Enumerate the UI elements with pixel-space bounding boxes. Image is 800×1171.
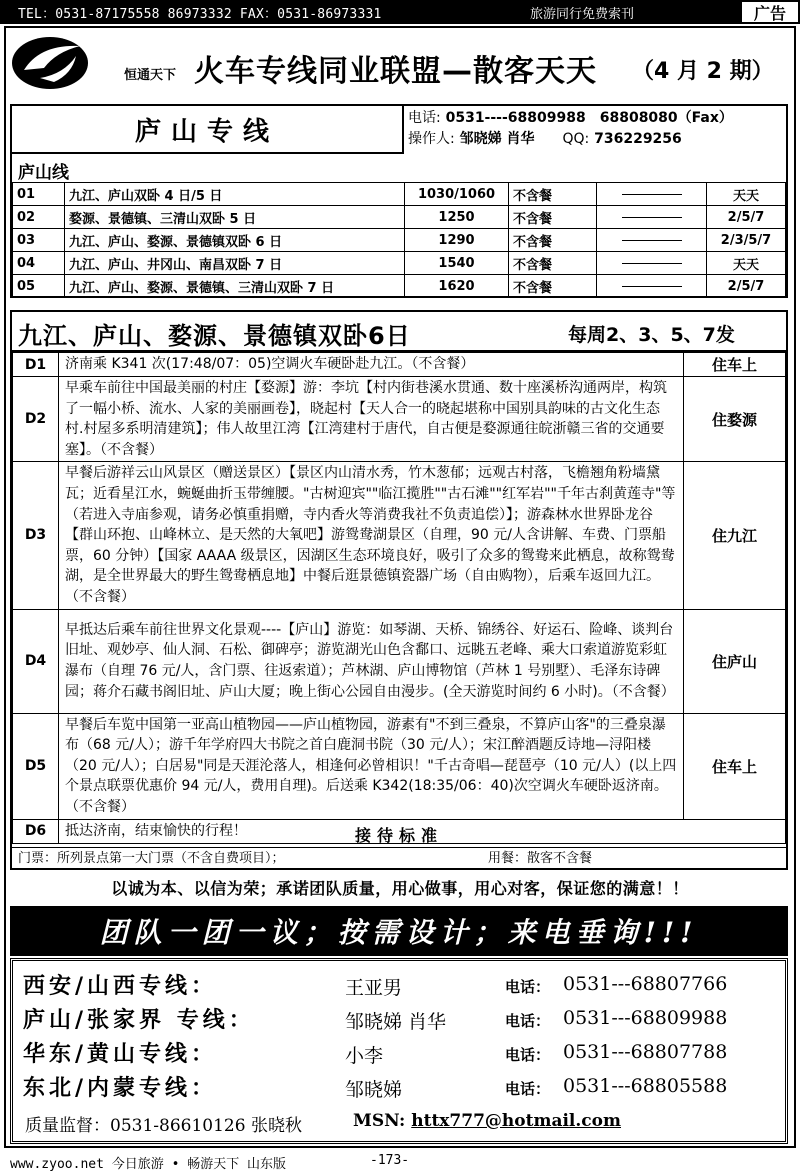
brand-header	[4, 30, 796, 102]
company-name: 恒通天下	[124, 68, 177, 83]
list-item: 庐山/张家界 专线： 邹晓娣 肖华 电话： 0531---68809988	[23, 1007, 728, 1033]
table-row: 03 九江、庐山、婺源、景德镇双卧 6 日 1290 不含餐 2/3/5/7	[13, 229, 786, 252]
itinerary-header	[12, 312, 786, 352]
issue-label: （4 月 2 期）	[632, 59, 774, 84]
route-table	[12, 182, 786, 298]
lushan-qq: 736229256	[594, 131, 682, 147]
page-footer	[0, 1150, 800, 1171]
top-bar	[0, 0, 800, 24]
itinerary-title: 九江、庐山、婺源、景德镇双卧6日	[18, 322, 411, 350]
table-row: 04 九江、庐山、井冈山、南昌双卧 7 日 1540 不含餐 天天	[13, 252, 786, 275]
lushan-subtitle: 庐山线	[18, 163, 69, 183]
standards-title: 接待标准	[12, 824, 786, 848]
page-number: -173-	[370, 1153, 410, 1168]
table-row: D3 早餐后游祥云山风景区（赠送景区）【景区内山清水秀，竹木葱郁；远观古村落，飞檐翘角粉墙黛瓦；近看星江水，蜿蜒曲折玉带缠腰。"古树迎宾""临江揽胜""古石滩""红军岩""千年古刹黄莲寺"等（若进入寺庙参观，请务必慎重捐赠，寺内香火等消费我社不负责追偿）】；游森林水世界卧龙谷【群山环抱、山峰林立、是天然的大氧吧】游鸳鸯湖景区（自理，90 元/人含讲解、车费、门票船票，60 分钟）【国家 AAAA 级景区，因湖区生态环境良好，吸引了众多的鸳鸯来此栖息，故称鸳鸯湖，是全世界最大的野生鸳鸯栖息地】中餐后逛景德镇瓷器广场（自由购物），后乘车返回九江。（不含餐） 住九江	[13, 462, 786, 609]
lushan-section	[10, 104, 788, 298]
itinerary-section	[10, 310, 788, 870]
list-item: 西安/山西专线： 王亚男 电话： 0531---68807766	[23, 973, 728, 999]
slogan-banner	[10, 906, 788, 956]
top-tagline: 旅游同行免费索刊	[530, 6, 635, 22]
company-logo-icon	[10, 34, 120, 92]
table-row: 01 九江、庐山双卧 4 日/5 日 1030/1060 不含餐 天天	[13, 183, 786, 206]
table-row: D1 济南乘 K341 次(17:48/07：05)空调火车硬卧赴九江。（不含餐） 住车上	[13, 353, 786, 377]
ad-label: 广告	[740, 0, 800, 24]
list-item: 华东/黄山专线： 小李 电话： 0531---68807788	[23, 1041, 728, 1067]
lushan-contact: 电话: 0531----68809988 68808080（Fax） 操作人: 邹晓娣 肖华 QQ: 736229256	[408, 110, 733, 147]
msn-link[interactable]: httx777@hotmail.com	[411, 1111, 621, 1131]
itinerary-weekly: 每周2、3、5、7发	[568, 324, 735, 346]
list-item: 门票：所列景点第一大门票（不含自费项目）； 用餐：散客不含餐	[18, 851, 593, 866]
promo-line: 以诚为本、以信为荣；承诺团队质量，用心做事，用心对客，保证您的满意！！	[111, 879, 689, 898]
table-row: D6 抵达济南，结束愉快的行程！	[13, 819, 786, 843]
list-item: 东北/内蒙专线： 邹晓娣 电话： 0531---68805588	[23, 1075, 728, 1101]
top-contact: TEL：0531-87175558 86973332 FAX：0531-86973331	[18, 6, 382, 22]
msn-contact: MSN: httx777@hotmail.com	[353, 1111, 621, 1131]
slogan-text: 团队一团一议；按需设计；来电垂询!!!	[99, 916, 699, 949]
page-title: 火车专线同业联盟—散客天天	[194, 54, 597, 89]
list-item	[18, 868, 778, 870]
table-row: D2 早乘车前往中国最美丽的村庄【婺源】游：李坑【村内街巷溪水贯通、数十座溪桥沟通两岸，构筑了一幅小桥、流水、人家的美丽画卷】，晓起村【天人合一的晓起堪称中国别具韵味的古文化生态村.村屋多系明清建筑】；伟人故里江湾【江湾建村于唐代，自古便是婺源通往皖浙赣三省的交通要塞】。（不含餐） 住婺源	[13, 377, 786, 462]
lushan-operators: 邹晓娣 肖华	[459, 131, 535, 147]
table-row: D5 早餐后车览中国第一亚高山植物园——庐山植物园，游素有"不到三叠泉，不算庐山客"的三叠泉瀑布（68 元/人）；游千年学府四大书院之首白鹿洞书院（30 元/人）；宋江醉酒题反诗地—浔阳楼（20 元/人）；白居易"同是天涯沦落人，相逢何必曾相识！"千古奇唱—琵琶亭（10 元/人）(以上四个景点联票优惠价 94 元/人，费用自理)。后送乘 K342(18:35/06：40)次空调火车硬卧返济南。（不含餐） 住车上	[13, 713, 786, 819]
table-row: D4 早抵达后乘车前往世界文化景观----【庐山】游览：如琴湖、天桥、锦绣谷、好运石、险峰、谈判台旧址、观妙亭、仙人洞、石松、御碑亭；游览湖光山色含鄱口、远眺五老峰、乘大口索道游览彩虹瀑布（自理 76 元/人，含门票、往返索道）；芦林湖、庐山博物馆（芦林 1 号别墅）、毛泽东诗碑园；蒋介石藏书阁旧址、庐山大厦；晚上街心公园自由漫步。(全天游览时间约 6 小时)。（不含餐） 住庐山	[13, 609, 786, 713]
itinerary-table	[12, 352, 786, 844]
table-row: 02 婺源、景德镇、三清山双卧 5 日 1250 不含餐 2/5/7	[13, 206, 786, 229]
quality-supervision: 质量监督：0531-86610126 张晓秋	[25, 1116, 302, 1136]
footer-site: www.zyoo.net 今日旅游 • 畅游天下 山东版	[10, 1157, 287, 1171]
special-lines	[10, 958, 788, 1144]
lushan-tel: 0531----68809988 68808080（Fax）	[445, 110, 733, 126]
standards-list	[18, 850, 778, 870]
table-row: 05 九江、庐山、婺源、景德镇、三清山双卧 7 日 1620 不含餐 2/5/7	[13, 275, 786, 298]
lushan-title: 庐山专线	[12, 106, 404, 154]
